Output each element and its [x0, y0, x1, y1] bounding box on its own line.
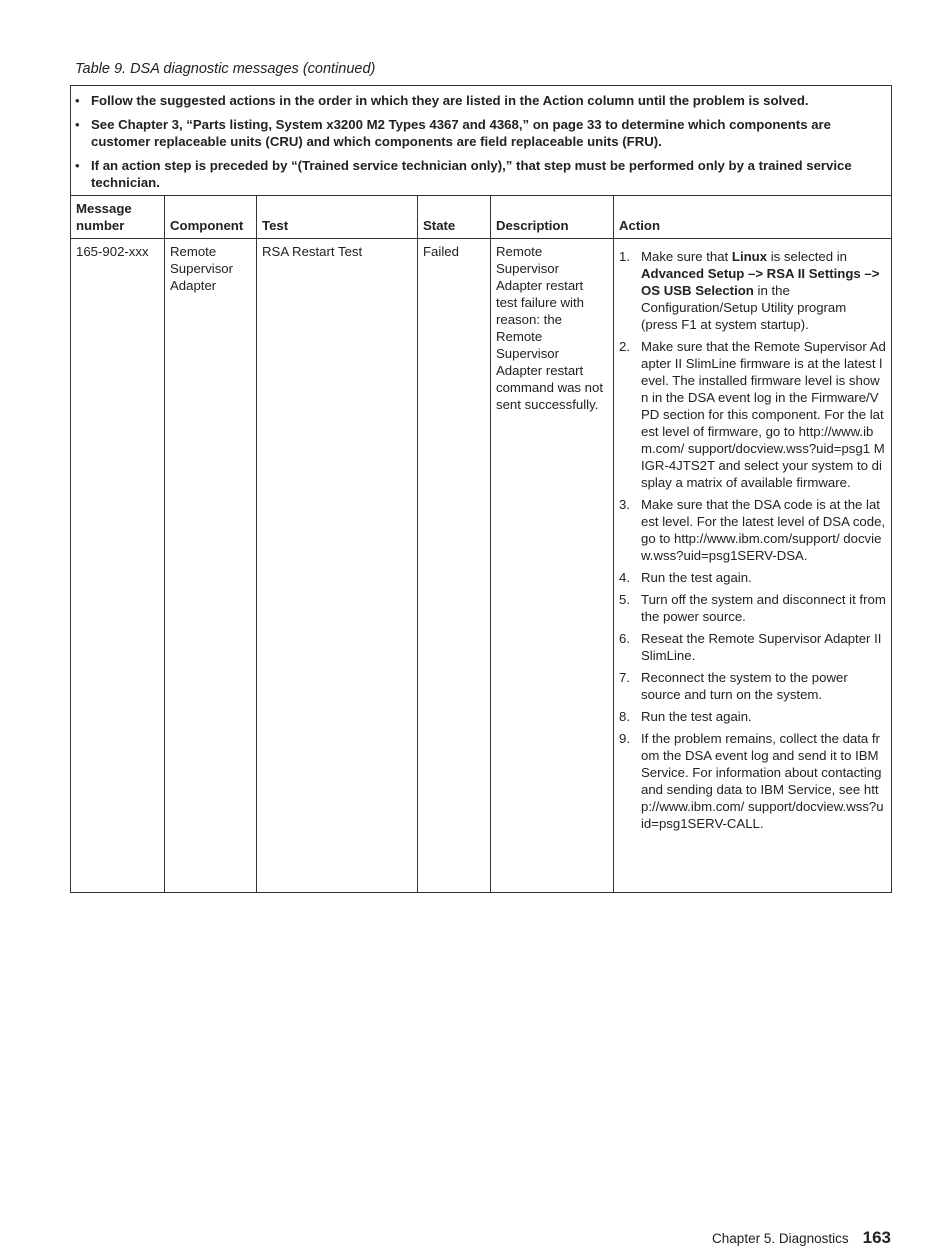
step-number: 7. [619, 670, 630, 685]
notes-row [71, 86, 892, 196]
header-row [71, 196, 892, 239]
step-text: Make sure that the Remote Supervisor Adapter II SlimLine firmware is at the latest level. The installed firmware level is shown in the DSA event log in the Firmware/VPD section for this component. For the latest level of firmware, go to http://www.ibm.com/ support/docview.wss?uid=psg1 MIGR-4JTS2T and select your system to display a matrix of available firmware. [641, 339, 886, 490]
action-list [619, 248, 886, 832]
step-text: Turn off the system and disconnect it from the power source. [641, 592, 886, 624]
dsa-messages-table [70, 85, 892, 893]
note-item: • If an action step is preceded by “(Trained service technician only),” that step must be performed only by a trained service technician. [75, 157, 881, 191]
header-state: State [418, 196, 491, 239]
table-row [71, 239, 892, 893]
cell-message-number: 165-902-xxx [71, 239, 165, 893]
step-number: 6. [619, 631, 630, 646]
cell-action [614, 239, 892, 893]
step-text: Reseat the Remote Supervisor Adapter II SlimLine. [641, 631, 882, 663]
step-number: 8. [619, 709, 630, 724]
action-step [619, 591, 886, 625]
cell-test: RSA Restart Test [257, 239, 418, 893]
action-step [619, 630, 886, 664]
notes-cell [71, 86, 892, 196]
step-bold-text: Advanced Setup –> RSA II Settings –> OS USB Selection [641, 266, 880, 298]
page-footer [712, 1228, 891, 1248]
cell-description: Remote Supervisor Adapter restart test failure with reason: the Remote Supervisor Adapter restart command was not sent successfully. [491, 239, 614, 893]
step-text: Run the test again. [641, 570, 752, 585]
table-caption: Table 9. DSA diagnostic messages (continued) [75, 61, 376, 77]
step-number: 1. [619, 249, 630, 264]
step-text: Reconnect the system to the power source and turn on the system. [641, 670, 848, 702]
step-number: 5. [619, 592, 630, 607]
action-step [619, 708, 886, 725]
header-component: Component [165, 196, 257, 239]
header-action: Action [614, 196, 892, 239]
cell-component: Remote Supervisor Adapter [165, 239, 257, 893]
header-description: Description [491, 196, 614, 239]
note-item: • Follow the suggested actions in the order in which they are listed in the Action column until the problem is solved. [75, 92, 881, 109]
notes-list [75, 92, 881, 191]
step-text: in the Configuration/Setup Utility program (press F1 at system startup). [641, 283, 847, 332]
action-step [619, 569, 886, 586]
action-step [619, 338, 886, 491]
step-number: 3. [619, 497, 630, 512]
header-test: Test [257, 196, 418, 239]
action-step [619, 730, 886, 832]
page-number: 163 [862, 1228, 891, 1247]
step-number: 2. [619, 339, 630, 354]
step-text: is selected in [767, 249, 847, 264]
header-message-number: Message number [71, 196, 165, 239]
step-text: Run the test again. [641, 709, 752, 724]
footer-chapter: Chapter 5. Diagnostics [712, 1231, 849, 1246]
step-number: 4. [619, 570, 630, 585]
action-step [619, 669, 886, 703]
cell-state: Failed [418, 239, 491, 893]
step-text: If the problem remains, collect the data from the DSA event log and send it to IBM Service. For information about contacting and sending data to IBM Service, see http://www.ibm.com/ support/docview.wss?uid=psg1SERV-CALL. [641, 731, 884, 831]
action-step [619, 496, 886, 564]
step-text: Make sure that [641, 249, 732, 264]
action-step [619, 248, 886, 333]
step-bold-text: Linux [731, 249, 768, 264]
step-number: 9. [619, 731, 630, 746]
note-item: • See Chapter 3, “Parts listing, System x3200 M2 Types 4367 and 4368,” on page 33 to determine which components are customer replaceable units (CRU) and which components are field replaceable units (FRU). [75, 116, 881, 150]
step-text: Make sure that the DSA code is at the latest level. For the latest level of DSA code, go to http://www.ibm.com/support/ docview.wss?uid=psg1SERV-DSA. [641, 497, 886, 563]
